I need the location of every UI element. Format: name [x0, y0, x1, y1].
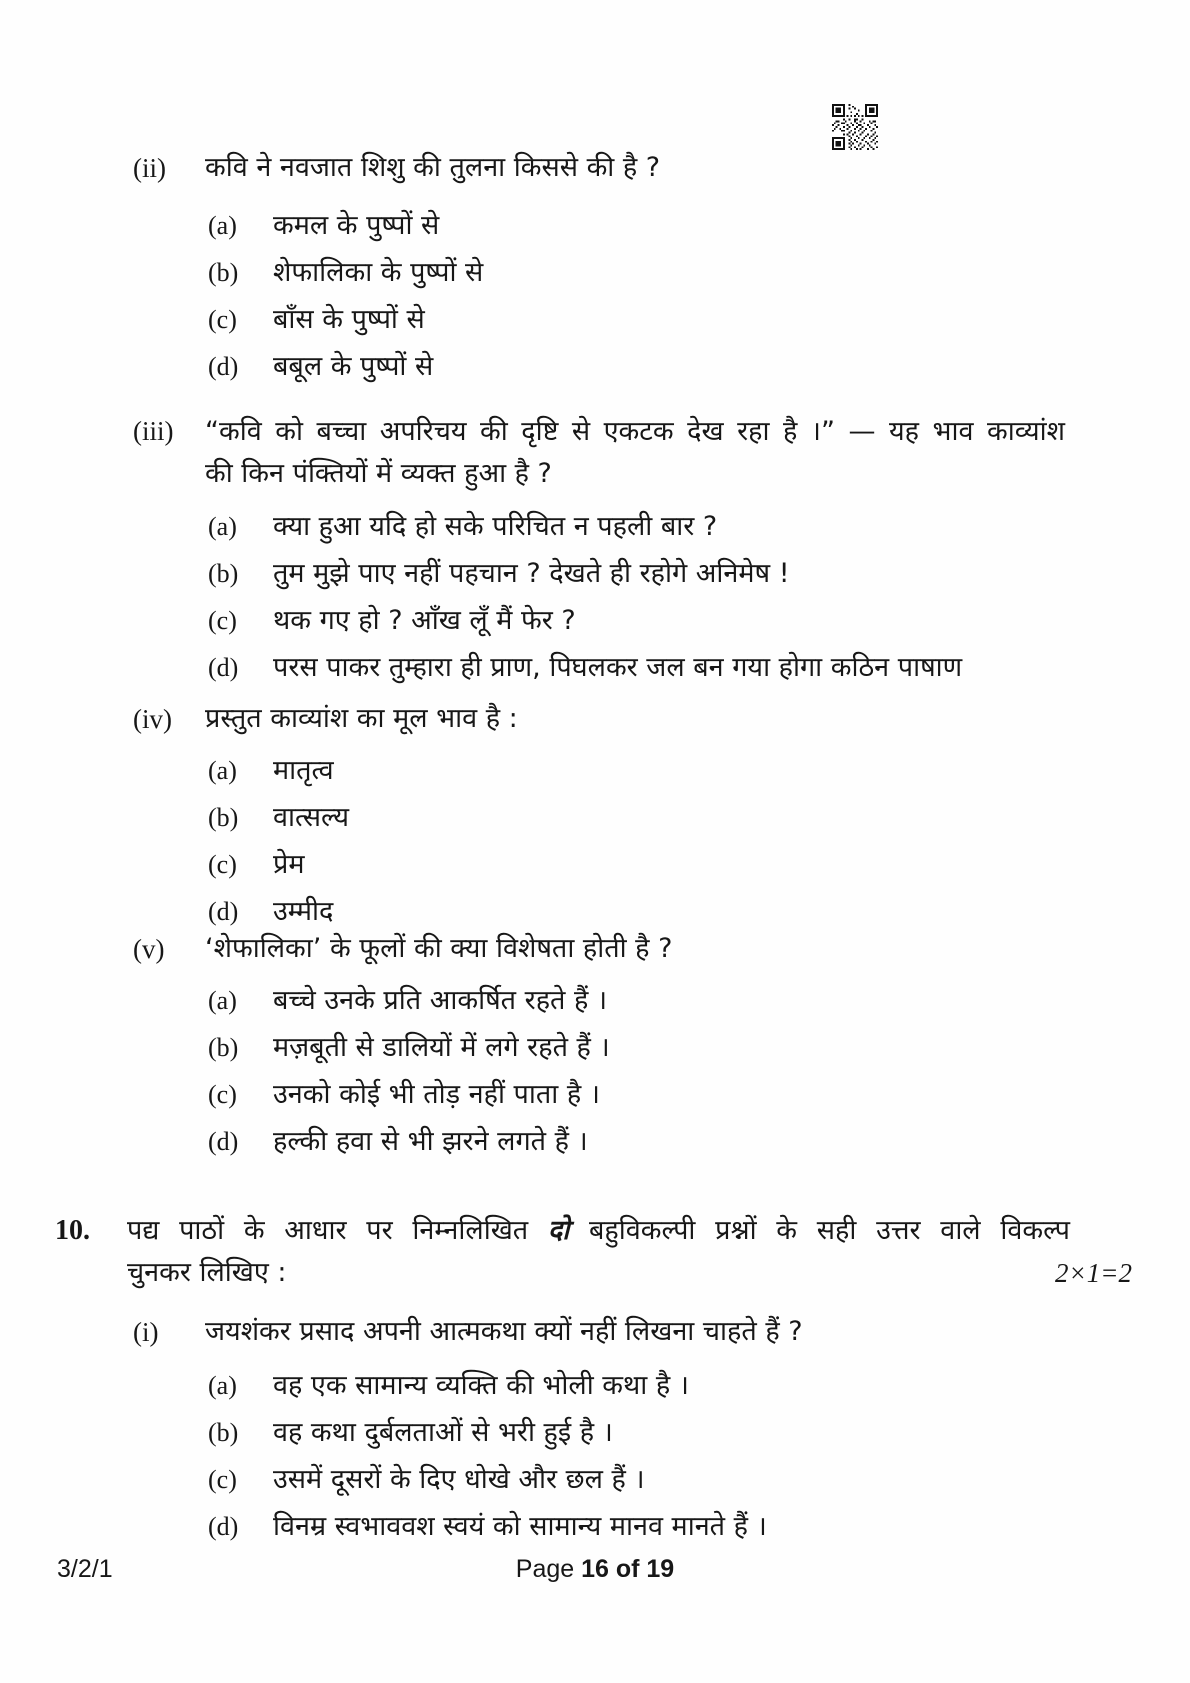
subquestion-i-text: जयशंकर प्रसाद अपनी आत्मकथा क्यों नहीं लिखना चाहते हैं ? [205, 1316, 803, 1347]
option-row [205, 296, 1065, 343]
option-letter: (b) [208, 559, 239, 588]
option-letter: (d) [208, 897, 239, 926]
option-letter: (d) [208, 1512, 239, 1541]
option-row [205, 977, 1065, 1024]
option-row [205, 1118, 1065, 1165]
option-letter: (b) [208, 1033, 239, 1062]
option-row [205, 550, 1065, 597]
option-text: प्रेम [273, 849, 305, 880]
option-text: तुम मुझे पाए नहीं पहचान ? देखते ही रहोगे अनिमेष ! [273, 558, 790, 589]
option-letter: (a) [208, 986, 237, 1015]
subquestion-v-text: ‘शेफालिका’ के फूलों की क्या विशेषता होती है ? [205, 933, 673, 964]
subquestion-iii-text-line1: “कवि को बच्चा अपरिचय की दृष्टि से एकटक देख रहा है ।” — यह भाव काव्यांश [205, 416, 1065, 447]
option-row [205, 343, 1065, 390]
paper-code: 3/2/1 [57, 1555, 113, 1583]
option-text: विनम्र स्वभाववश स्वयं को सामान्य मानव मानते हैं । [273, 1511, 767, 1542]
option-row [205, 644, 1065, 691]
option-row [205, 1024, 1065, 1071]
option-letter: (a) [208, 211, 237, 240]
option-text: मातृत्व [273, 755, 334, 786]
option-text: बाँस के पुष्पों से [273, 304, 425, 335]
option-row [205, 1409, 1065, 1456]
option-letter: (c) [208, 606, 237, 635]
question-10-text-line2: चुनकर लिखिए : [127, 1257, 287, 1288]
subquestion-iv [0, 699, 1190, 935]
option-text: बच्चे उनके प्रति आकर्षित रहते हैं । [273, 985, 608, 1016]
option-letter: (c) [208, 850, 237, 879]
question-10-number: 10. [55, 1215, 90, 1246]
option-letter: (d) [208, 653, 239, 682]
option-text: क्या हुआ यदि हो सके परिचित न पहली बार ? [273, 511, 718, 542]
subquestion-iii [0, 411, 1190, 691]
emphasis-do: दो [547, 1215, 570, 1246]
option-text: उम्मीद [273, 896, 334, 927]
option-row [205, 1503, 1065, 1550]
subquestion-i [0, 1312, 1190, 1550]
option-letter: (a) [208, 1371, 237, 1400]
option-text: वात्सल्य [273, 802, 349, 833]
page-number: Page 16 of 19 [515, 1555, 675, 1583]
subquestion-ii-text: कवि ने नवजात शिशु की तुलना किससे की है ? [205, 152, 661, 183]
option-row [205, 747, 1065, 794]
option-letter: (d) [208, 1127, 239, 1156]
option-letter: (b) [208, 1418, 239, 1447]
option-row [205, 841, 1065, 888]
subquestion-iii-text-line2: की किन पंक्तियों में व्यक्त हुआ है ? [205, 458, 552, 489]
option-letter: (b) [208, 258, 239, 287]
option-row [205, 202, 1065, 249]
subquestion-ii-numeral: (ii) [133, 153, 166, 183]
option-letter: (a) [208, 756, 237, 785]
option-text: उसमें दूसरों के दिए धोखे और छल हैं । [273, 1464, 645, 1495]
option-letter: (c) [208, 1465, 237, 1494]
option-text: थक गए हो ? आँख लूँ मैं फेर ? [273, 605, 576, 636]
subquestion-v [0, 929, 1190, 1165]
option-letter: (c) [208, 1080, 237, 1109]
option-letter: (b) [208, 803, 239, 832]
option-row [205, 1456, 1065, 1503]
subquestion-iii-numeral: (iii) [133, 416, 174, 446]
option-text: वह कथा दुर्बलताओं से भरी हुई है । [273, 1417, 613, 1448]
question-10-text-line1: पद्य पाठों के आधार पर निम्नलिखित दो बहुविकल्पी प्रश्नों के सही उत्तर वाले विकल्प [127, 1215, 1071, 1246]
option-row [205, 1071, 1065, 1118]
subquestion-i-numeral: (i) [133, 1317, 159, 1347]
option-letter: (a) [208, 512, 237, 541]
option-letter: (c) [208, 305, 237, 334]
option-text: मज़बूती से डालियों में लगे रहते हैं । [273, 1032, 610, 1063]
subquestion-iv-numeral: (iv) [133, 704, 172, 734]
question-10 [0, 1210, 1190, 1294]
option-text: वह एक सामान्य व्यक्ति की भोली कथा है । [273, 1370, 689, 1401]
option-letter: (d) [208, 352, 239, 381]
option-row [205, 597, 1065, 644]
option-text: कमल के पुष्पों से [273, 210, 440, 241]
option-text: हल्की हवा से भी झरने लगते हैं । [273, 1126, 588, 1157]
subquestion-iv-text: प्रस्तुत काव्यांश का मूल भाव है : [205, 703, 518, 734]
option-row [205, 1362, 1065, 1409]
option-row [205, 249, 1065, 296]
option-row [205, 503, 1065, 550]
option-row [205, 888, 1065, 935]
option-text: शेफालिका के पुष्पों से [273, 257, 484, 288]
option-row [205, 794, 1065, 841]
subquestion-ii [0, 148, 1190, 390]
marks-label: 2×1=2 [1055, 1258, 1132, 1288]
subquestion-v-numeral: (v) [133, 934, 165, 964]
option-text: बबूल के पुष्पों से [273, 351, 434, 382]
option-text: उनको कोई भी तोड़ नहीं पाता है । [273, 1079, 600, 1110]
option-text: परस पाकर तुम्हारा ही प्राण, पिघलकर जल बन गया होगा कठिन पाषाण [273, 652, 963, 683]
